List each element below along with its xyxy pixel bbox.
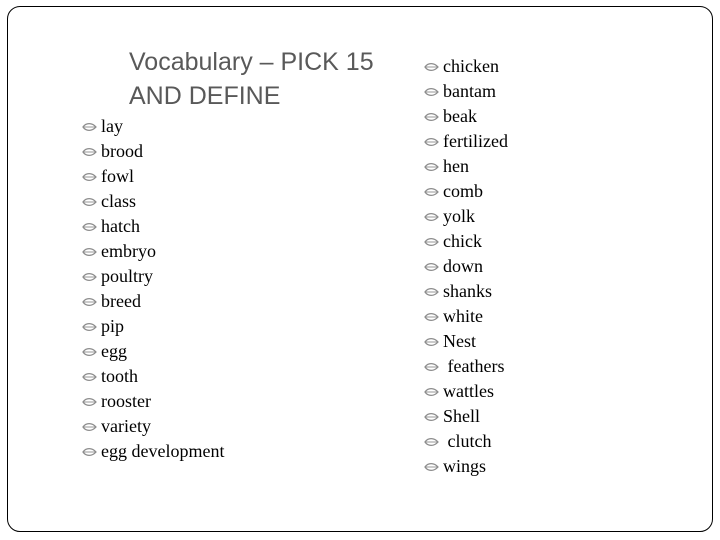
leaf-bullet-icon	[82, 139, 99, 164]
leaf-bullet-icon	[424, 179, 441, 204]
leaf-bullet-icon	[424, 454, 441, 479]
leaf-bullet-icon	[424, 354, 441, 379]
list-item	[82, 214, 224, 239]
list-item-label: wattles	[443, 381, 494, 401]
list-item	[82, 114, 224, 139]
leaf-bullet-icon	[424, 279, 441, 304]
list-item	[424, 79, 508, 104]
list-item-label: rooster	[101, 391, 151, 411]
list-item-label: down	[443, 256, 483, 276]
list-item	[424, 354, 508, 379]
leaf-bullet-icon	[82, 214, 99, 239]
list-item	[424, 429, 508, 454]
list-item-label: Shell	[443, 406, 481, 426]
list-item	[424, 279, 508, 304]
list-item-label: egg	[101, 341, 127, 361]
vocabulary-list-right	[424, 54, 508, 479]
list-item-label: Nest	[443, 331, 476, 351]
leaf-bullet-icon	[424, 329, 441, 354]
list-item	[82, 164, 224, 189]
list-item	[82, 339, 224, 364]
list-item	[424, 154, 508, 179]
list-item-label: fertilized	[443, 131, 508, 151]
list-item-label: breed	[101, 291, 141, 311]
list-item	[82, 364, 224, 389]
leaf-bullet-icon	[82, 289, 99, 314]
leaf-bullet-icon	[424, 54, 441, 79]
leaf-bullet-icon	[82, 314, 99, 339]
leaf-bullet-icon	[82, 264, 99, 289]
list-item	[424, 454, 508, 479]
leaf-bullet-icon	[424, 254, 441, 279]
list-item-label: feathers	[443, 356, 505, 376]
list-item	[82, 139, 224, 164]
list-item-label: beak	[443, 106, 477, 126]
list-item-label: yolk	[443, 206, 476, 226]
leaf-bullet-icon	[424, 104, 441, 129]
list-item-label: shanks	[443, 281, 492, 301]
list-item-label: chick	[443, 231, 482, 251]
list-item-label: brood	[101, 141, 143, 161]
list-item-label: lay	[101, 116, 123, 136]
list-item	[82, 314, 224, 339]
list-item-label: fowl	[101, 166, 134, 186]
list-item	[424, 104, 508, 129]
slide-title: Vocabulary – PICK 15 AND DEFINE	[129, 48, 374, 110]
leaf-bullet-icon	[424, 304, 441, 329]
list-item	[424, 204, 508, 229]
list-item-label: variety	[101, 416, 151, 436]
list-item-label: wings	[443, 456, 487, 476]
leaf-bullet-icon	[424, 129, 441, 154]
leaf-bullet-icon	[82, 114, 99, 139]
leaf-bullet-icon	[82, 239, 99, 264]
list-item	[424, 129, 508, 154]
leaf-bullet-icon	[82, 439, 99, 464]
leaf-bullet-icon	[82, 164, 99, 189]
list-item	[82, 439, 224, 464]
leaf-bullet-icon	[82, 389, 99, 414]
leaf-bullet-icon	[424, 404, 441, 429]
list-item-label: chicken	[443, 56, 499, 76]
list-item	[82, 289, 224, 314]
list-item	[424, 54, 508, 79]
list-item	[424, 379, 508, 404]
leaf-bullet-icon	[424, 204, 441, 229]
vocabulary-list-left	[82, 114, 224, 464]
leaf-bullet-icon	[82, 364, 99, 389]
leaf-bullet-icon	[424, 379, 441, 404]
list-item	[82, 189, 224, 214]
list-item	[82, 414, 224, 439]
list-item	[82, 264, 224, 289]
list-item	[424, 329, 508, 354]
list-item-label: hen	[443, 156, 469, 176]
list-item-label: pip	[101, 316, 125, 336]
list-item-label: comb	[443, 181, 483, 201]
list-item-label: clutch	[443, 431, 492, 451]
leaf-bullet-icon	[82, 414, 99, 439]
leaf-bullet-icon	[82, 339, 99, 364]
list-item	[82, 389, 224, 414]
list-item	[424, 404, 508, 429]
leaf-bullet-icon	[424, 229, 441, 254]
leaf-bullet-icon	[82, 189, 99, 214]
list-item	[424, 179, 508, 204]
list-item-label: egg development	[101, 441, 225, 461]
list-item-label: class	[101, 191, 136, 211]
list-item-label: embryo	[101, 241, 156, 261]
list-item	[82, 239, 224, 264]
leaf-bullet-icon	[424, 154, 441, 179]
list-item	[424, 254, 508, 279]
leaf-bullet-icon	[424, 79, 441, 104]
list-item	[424, 304, 508, 329]
list-item-label: bantam	[443, 81, 496, 101]
list-item-label: tooth	[101, 366, 139, 386]
leaf-bullet-icon	[424, 429, 441, 454]
list-item-label: hatch	[101, 216, 140, 236]
list-item	[424, 229, 508, 254]
list-item-label: white	[443, 306, 483, 326]
list-item-label: poultry	[101, 266, 153, 286]
